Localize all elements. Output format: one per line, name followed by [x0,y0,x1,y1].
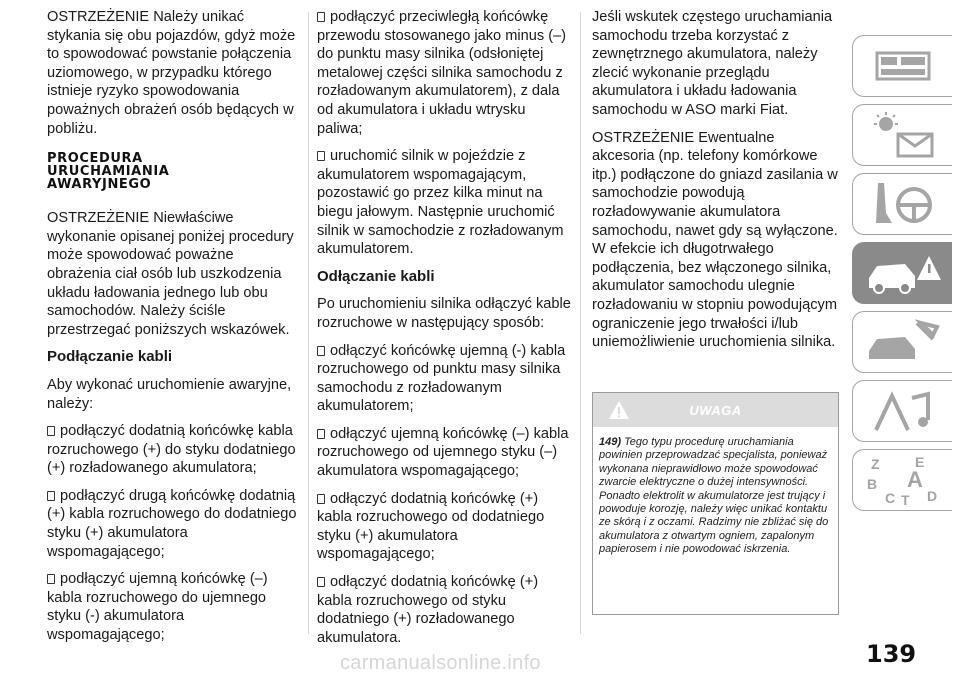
tab-seat-steering[interactable] [852,173,952,235]
checkbox-bullet-icon [317,151,325,161]
index-letter: C [884,490,895,506]
column-divider [580,12,581,634]
car-dashboard-icon [873,43,933,89]
tab-maintenance[interactable] [852,311,952,373]
column-1 [47,8,299,654]
checkbox-bullet-icon [317,429,325,439]
list-item: podłączyć przeciwległą końcówkę przewodu stosowanego jako minus (–) do punktu masy silnika (odsłoniętej metalowej części silnika samochodu z rozładowanym akumulatorem), z dala od akumulatora i układu wtrysku paliwa; [317,9,567,137]
checkbox-bullet-icon [317,577,325,587]
index-letter: Z [870,456,880,472]
column-3 [592,8,840,361]
tab-warning-lights[interactable] [852,104,952,166]
checkbox-bullet-icon [317,346,325,356]
tab-dashboard[interactable] [852,35,952,97]
checkbox-bullet-icon [47,426,55,436]
checkbox-bullet-icon [47,574,55,584]
index-letter: B [866,476,877,492]
warning-paragraph-accessories: OSTRZEŻENIE Ewentualne akcesoria (np. telefony komórkowe itp.) podłączone do gniazd zasilania w samochodzie powodują rozładowywanie akumulatora samochodu, nawet gdy są wyłączone. W efekcie ich długotrwałego podłączenia, bez włączonego silnika, akumulator samochodu ulegnie rozładowaniu w stopniu powodującym ograniczenie jego trwałości i/lub uniemożliwienie uruchomienia silnika. [592,129,838,351]
list-item: odłączyć dodatnią końcówkę (+) kabla rozruchowego od styku dodatniego (+) rozładowanego akumulatora. [317,574,539,646]
note-title: UWAGA [689,402,742,418]
intro-paragraph: Aby wykonać uruchomienie awaryjne, należy: [47,376,292,412]
warning-paragraph-contact: OSTRZEŻENIE Należy unikać stykania się obu pojazdów, gdyż może to spowodować powstanie połączenia uziomowego, w przypadku którego istnieje ryzyko spowodowania poważnych obrażeń osób będących w pobliżu. [47,9,296,137]
note-body [593,427,838,557]
list-item: uruchomić silnik w pojeździe z akumulatorem wspomagającym, pozostawić go przez kilka minut na biegu jałowym. Następnie uruchomić silnik w samochodzie z rozładowanym akumulatorem. [317,148,564,258]
subheading-disconnecting: Odłączanie kabli [317,267,435,285]
note-header [593,393,838,427]
list-item: podłączyć drugą końcówkę dodatnią (+) kabla rozruchowego do dodatniego styku (+) akumulatora wspomagającego; [47,487,297,560]
list-item: odłączyć ujemną końcówkę (–) kabla rozruchowego od ujemnego styku (–) akumulatora wspomagającego; [317,425,569,480]
index-letter: T [900,492,910,507]
list-item: odłączyć dodatnią końcówkę (+) kabla rozruchowego od dodatniego styku (+) akumulatora wspomagającego; [317,490,545,563]
note-number: 149) [599,436,622,448]
intro-paragraph: Po uruchomieniu silnika odłączyć kable rozruchowe w następujący sposób: [317,296,571,331]
heading-line: AWARYJNEGO [47,177,152,193]
note-text: Tego typu procedurę uruchamiania powinien przeprowadzać specjalista, ponieważ wykonana nieprawidłowo może spowodować zwarcie elektryczne o dużej intensywności. Ponadto elektrolit w akumulatorze jest trujący i powoduje korozję, należy więc unikać kontaktu ze skórą i z oczami. Radzimy nie zbliżać się do akumulatora z otwartym ogniem, zapalonym papierosem i nie powodować iskrzenia. [599,436,829,556]
note-box [592,392,839,615]
checkbox-bullet-icon [317,12,325,22]
breakdown-car-icon [863,248,943,298]
checkbox-bullet-icon [317,494,325,504]
service-paragraph: Jeśli wskutek częstego uruchamiania samochodu trzeba korzystać z zewnętrznego akumulatora, należy zlecić wykonanie przeglądu akumulatora i układu ładowania samochodu w ASO marki Fiat. [592,9,833,118]
page-number: 139 [866,640,917,668]
warning-triangle-icon [608,400,630,420]
warning-paragraph-procedure: OSTRZEŻENIE Niewłaściwe wykonanie opisanej poniżej procedury może spowodować poważne obrażenia ciał osób lub uszkodzenia układu ładowania jednego lub obu samochodów. Należy ściśle przestrzegać poniższych wskazówek. [47,210,294,338]
chapter-sidebar [852,35,952,518]
warning-lights-icon [868,110,938,160]
maintenance-car-icon [863,317,943,367]
index-letter: D [926,488,937,504]
tab-emergency[interactable] [852,242,952,304]
heading-line: PROCEDURA [47,151,143,167]
index-letter: A [906,467,923,492]
seat-steering-icon [868,179,938,229]
list-item: podłączyć ujemną końcówkę (–) kabla rozruchowego do ujemnego styku (-) akumulatora wspomagającego; [47,571,268,644]
heading-line: URUCHAMIANIA [47,164,170,180]
tab-multimedia[interactable] [852,380,952,442]
list-item: odłączyć końcówkę ujemną (-) kabla rozruchowego od punktu masy silnika samochodu z rozładowanym akumulatorem; [317,342,566,415]
list-item: podłączyć dodatnią końcówkę kabla rozruchowego (+) do styku dodatniego (+) rozładowanego akumulatora; [47,423,296,477]
index-letter: E [914,454,924,470]
tab-index[interactable] [852,449,952,511]
section-heading [47,152,299,191]
checkbox-bullet-icon [47,491,55,501]
watermark: carmanualsonline.info [340,652,541,674]
column-2 [317,8,572,656]
index-letters-icon [863,453,943,507]
column-divider [308,12,309,634]
subheading-connecting: Podłączanie kabli [47,348,173,366]
multimedia-icon [868,386,938,436]
